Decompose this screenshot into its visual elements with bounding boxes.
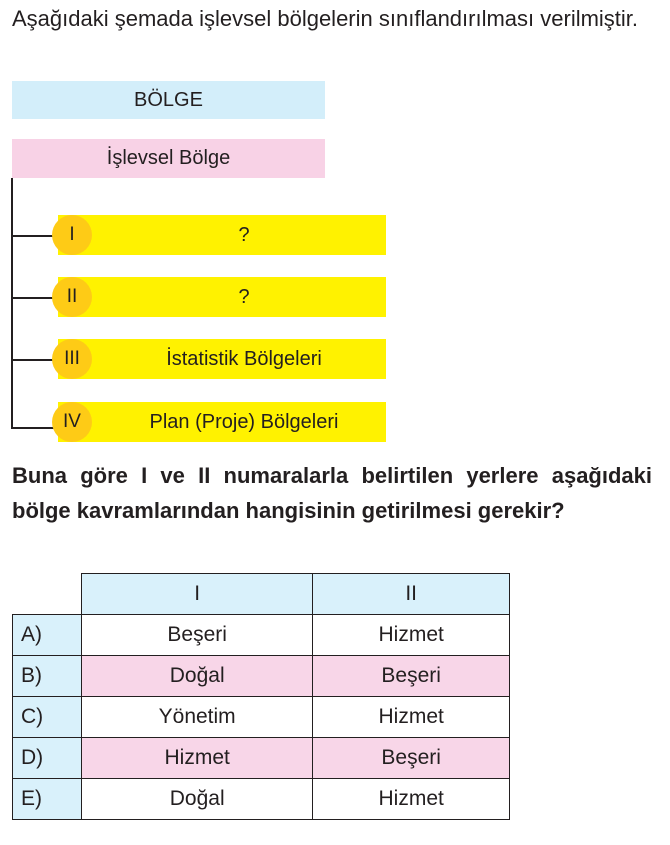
option-value-1: Beşeri — [82, 615, 313, 656]
branch-item-1 — [58, 215, 386, 255]
functional-region-box — [12, 139, 325, 178]
branch-number: IV — [52, 402, 92, 442]
header-col-1: I — [82, 574, 313, 615]
region-box — [12, 81, 325, 119]
header-blank-cell — [13, 574, 82, 615]
option-value-2: Beşeri — [313, 738, 510, 779]
branch-number: I — [52, 215, 92, 255]
option-value-2: Hizmet — [313, 779, 510, 820]
tree-trunk-line — [11, 178, 13, 428]
answer-table — [12, 573, 510, 820]
option-letter: B) — [13, 656, 82, 697]
header-col-2: II — [313, 574, 510, 615]
option-letter: A) — [13, 615, 82, 656]
branch-item-4 — [58, 402, 386, 442]
branch-label: ? — [238, 285, 250, 308]
branch-label: İstatistik Bölgeleri — [166, 347, 322, 370]
option-value-1: Doğal — [82, 779, 313, 820]
option-value-2: Hizmet — [313, 615, 510, 656]
question-text: Buna göre I ve II numaralarla belirtilen yerlere aşağıdaki bölge kavramlarından hangisinin getirilmesi gerekir? — [12, 463, 652, 523]
functional-region-label: İşlevsel Bölge — [106, 147, 231, 169]
option-letter: E) — [13, 779, 82, 820]
region-label: BÖLGE — [134, 88, 203, 111]
intro-text: Aşağıdaki şemada işlevsel bölgelerin sınıflandırılması verilmiştir. — [12, 6, 639, 31]
branch-item-3 — [58, 339, 386, 379]
branch-number: III — [52, 339, 92, 379]
option-value-2: Hizmet — [313, 697, 510, 738]
option-value-1: Doğal — [82, 656, 313, 697]
option-value-2: Beşeri — [313, 656, 510, 697]
answer-row-b[interactable] — [13, 656, 510, 697]
answer-row-c[interactable] — [13, 697, 510, 738]
answer-row-e[interactable] — [13, 779, 510, 820]
branch-label: ? — [238, 223, 250, 246]
option-value-1: Hizmet — [82, 738, 313, 779]
option-letter: D) — [13, 738, 82, 779]
answer-row-a[interactable] — [13, 615, 510, 656]
branch-label: Plan (Proje) Bölgeleri — [149, 410, 339, 433]
branch-item-2 — [58, 277, 386, 317]
branch-number: II — [52, 277, 92, 317]
table-header-row — [13, 574, 510, 615]
answer-row-d[interactable] — [13, 738, 510, 779]
option-letter: C) — [13, 697, 82, 738]
option-value-1: Yönetim — [82, 697, 313, 738]
